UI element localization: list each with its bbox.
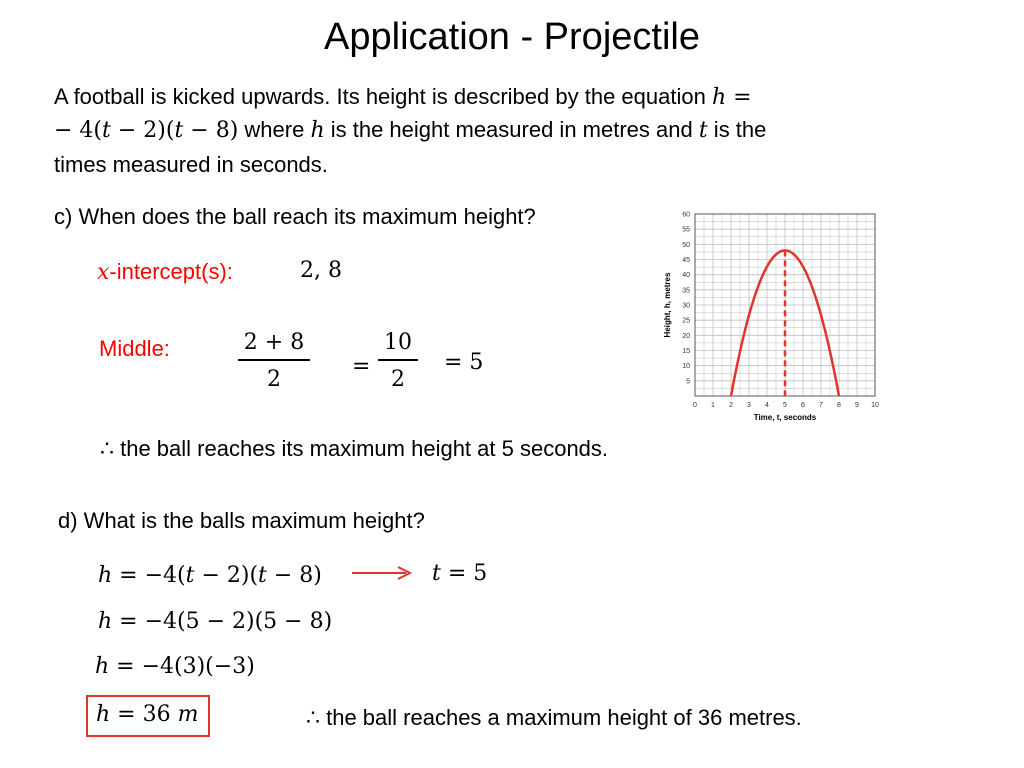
intro-line-3: times measured in seconds. [54, 152, 328, 177]
intro-text: A football is kicked upwards. Its height is described by the equation [54, 84, 712, 109]
var-x: x [97, 260, 110, 285]
final-answer [96, 702, 198, 727]
x-tick-label: 8 [837, 402, 841, 409]
y-tick-label: 20 [682, 332, 690, 340]
var-t: t [102, 118, 111, 143]
x-tick-label: 4 [765, 402, 769, 409]
middle-label: Middle: [99, 336, 170, 361]
step-substituted [98, 609, 332, 634]
conclusion-text: the ball reaches its maximum height at 5 seconds. [114, 436, 609, 461]
var-t: t [174, 118, 184, 143]
var-h: h [96, 702, 111, 727]
fraction-denominator: 2 [267, 367, 281, 392]
var-h: h [98, 609, 113, 634]
y-tick-label: 45 [682, 257, 690, 264]
step-equation [98, 563, 322, 588]
intro-text: is the [707, 117, 767, 142]
therefore-symbol: ∴ [306, 706, 320, 731]
x-tick-labels [693, 402, 879, 409]
x-intercept-text: -intercept(s): [109, 259, 233, 284]
y-axis-label: Height, h, metres [663, 272, 672, 338]
var-t: t [432, 561, 441, 586]
x-tick-label: 5 [783, 402, 787, 409]
eq-part: − 2)( [110, 118, 175, 143]
conclusion-c [100, 436, 608, 462]
y-tick-label: 25 [682, 317, 690, 325]
x-tick-label: 1 [711, 402, 715, 409]
x-tick-label: 2 [729, 402, 733, 409]
substitution-value [432, 561, 487, 586]
eq-part: = 5 [440, 561, 488, 586]
step-simplified [95, 654, 255, 679]
fraction-numerator: 10 [384, 330, 412, 355]
unit-m: m [177, 702, 199, 727]
y-tick-label: 10 [682, 363, 690, 371]
question-d: d) What is the balls maximum height? [58, 508, 425, 533]
y-tick-label: 5 [686, 378, 690, 386]
var-h: h [95, 654, 110, 679]
eq-part: = 36 [110, 702, 178, 727]
eq-sign: = [726, 85, 752, 110]
fraction-denominator: 2 [391, 367, 405, 392]
y-tick-label: 60 [682, 211, 690, 219]
fraction-ten-over-two [378, 330, 418, 392]
middle-result: = 5 [444, 350, 484, 375]
intro-line-1 [54, 84, 752, 110]
fraction-numerator: 2 + 8 [243, 330, 305, 355]
projectile-graph [660, 206, 890, 426]
eq-part: = −4( [112, 563, 186, 588]
y-tick-label: 30 [682, 302, 690, 310]
eq-part: − 8) [183, 118, 239, 143]
eq-part: − 8) [266, 563, 322, 588]
eq-part: = −4(5 − 2)(5 − 8) [112, 609, 333, 634]
x-tick-label: 3 [747, 402, 751, 409]
fraction-sum [238, 330, 310, 392]
question-c: c) When does the ball reach its maximum height? [54, 204, 536, 229]
x-tick-label: 10 [871, 402, 879, 409]
eq-part: = −4(3)(−3) [109, 654, 255, 679]
y-tick-labels [682, 212, 690, 386]
therefore-symbol: ∴ [100, 437, 114, 462]
intro-text: is the height measured in metres and [324, 117, 699, 142]
arrow-right-icon [350, 563, 416, 583]
x-tick-label: 6 [801, 402, 805, 409]
conclusion-d [306, 705, 802, 731]
page-title: Application - Projectile [324, 16, 700, 58]
var-t: t [258, 563, 267, 588]
y-tick-label: 40 [682, 272, 690, 280]
x-tick-label: 9 [855, 402, 859, 409]
y-tick-label: 50 [682, 241, 690, 249]
conclusion-text: the ball reaches a maximum height of 36 metres. [320, 705, 802, 730]
eq-part: − 4( [54, 118, 103, 143]
var-t: t [185, 563, 195, 588]
var-t: t [698, 118, 708, 143]
var-h: h [711, 85, 727, 110]
intro-text: where [238, 117, 311, 142]
x-intercept-label [97, 259, 233, 285]
var-h: h [310, 118, 325, 143]
equals-sign: = [352, 354, 371, 379]
x-intercept-value: 2, 8 [300, 258, 342, 283]
x-tick-label: 0 [693, 402, 697, 409]
intro-line-2 [54, 117, 766, 143]
y-tick-label: 55 [682, 226, 690, 234]
y-tick-label: 35 [682, 287, 690, 295]
x-axis-label: Time, t, seconds [753, 413, 817, 422]
var-h: h [98, 563, 113, 588]
y-tick-label: 15 [682, 348, 690, 355]
eq-part: − 2)( [194, 563, 259, 588]
x-tick-label: 7 [819, 402, 823, 409]
